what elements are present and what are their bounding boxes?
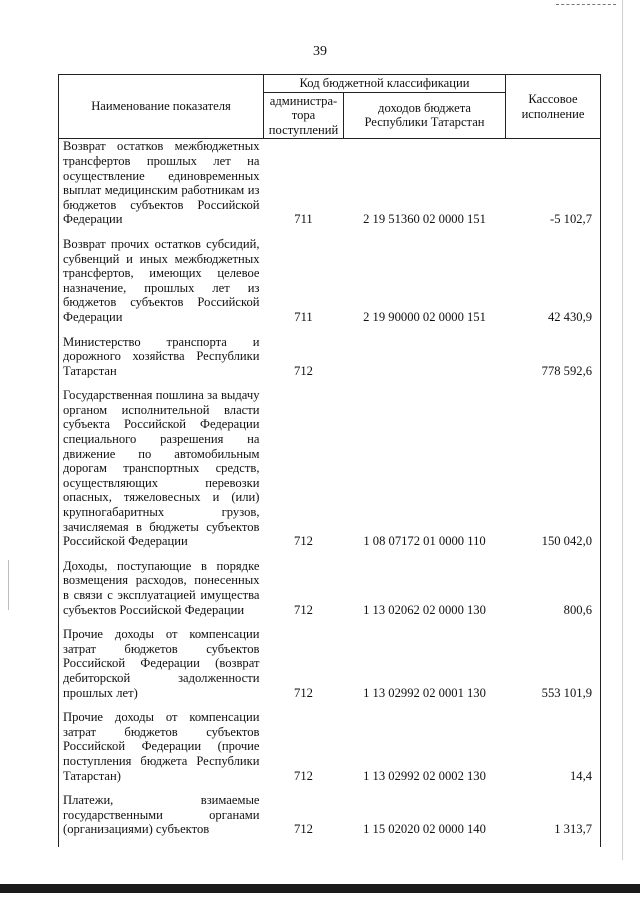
row-name: Возврат прочих остатков субсидий, субвенций и иных межбюджетных трансфертов, имеющих целевое назначение, прошлых лет из бюджетов субъектов Российской Федерации [59,237,264,335]
row-amount: 1 313,7 [506,793,601,847]
table-row [59,710,601,793]
table-row [59,237,601,335]
row-admin-code: 711 [294,212,313,227]
row-admin-code: 712 [294,768,313,783]
header-name: Наименование показателя [59,75,264,139]
row-admin-code: 712 [294,534,313,549]
header-administrator: администра-тора поступлений [264,92,344,139]
row-name: Министерство транспорта и дорожного хозяйства Республики Татарстан [59,335,264,389]
row-amount: -5 102,7 [506,139,601,237]
row-admin-code: 712 [294,685,313,700]
row-amount: 42 430,9 [506,237,601,335]
row-name: Платежи, взимаемые государственными органами (организациями) субъектов [59,793,264,847]
page-number: 39 [313,44,327,59]
row-amount: 800,6 [506,559,601,627]
table-body [59,139,601,847]
row-name: Возврат остатков межбюджетных трансфертов прошлых лет на осуществление единовременных выплат медицинским работникам из бюджетов субъектов Российской Федерации [59,139,264,237]
row-revenue-code: 2 19 90000 02 0000 151 [363,309,486,324]
row-name: Доходы, поступающие в порядке возмещения расходов, понесенных в связи с эксплуатацией имущества субъектов Российской Федерации [59,559,264,627]
header-revenue: доходов бюджета Республики Татарстан [344,92,506,139]
table-row [59,335,601,389]
table-row [59,559,601,627]
row-admin-code: 712 [294,363,313,378]
scan-edge-mark [8,560,9,610]
row-revenue-code: 2 19 51360 02 0000 151 [363,212,486,227]
table-header [59,75,601,139]
scan-artifact-dashes [556,4,616,6]
row-admin-code: 712 [294,822,313,837]
row-amount: 553 101,9 [506,627,601,710]
row-amount: 14,4 [506,710,601,793]
row-name: Прочие доходы от компенсации затрат бюджетов субъектов Российской Федерации (возврат дебиторской задолженности прошлых лет) [59,627,264,710]
row-revenue-code: 1 13 02992 02 0001 130 [363,685,486,700]
header-budget-classification-code: Код бюджетной классификации [264,75,506,93]
scan-bottom-border [0,884,640,893]
row-revenue-code: 1 08 07172 01 0000 110 [363,534,486,549]
table-row [59,388,601,559]
row-admin-code: 712 [294,602,313,617]
row-revenue-code [344,335,506,389]
row-amount: 778 592,6 [506,335,601,389]
row-revenue-code: 1 15 02020 02 0000 140 [363,822,486,837]
table-row [59,139,601,237]
table-row [59,793,601,847]
header-execution: Кассовое исполнение [506,75,601,139]
budget-revenue-table [58,74,601,847]
table-row [59,627,601,710]
row-revenue-code: 1 13 02062 02 0000 130 [363,602,486,617]
row-name: Государственная пошлина за выдачу органом исполнительной власти субъекта Российской Федерации специального разрешения на движение по автомобильным дорогам транспортных средств, осуществляющих перевозки опасных, тяжеловесных и (или) крупногабаритных грузов, зачисляемая в бюджеты субъектов Российской Федерации [59,388,264,559]
scan-edge-line [622,0,623,860]
row-amount: 150 042,0 [506,388,601,559]
row-revenue-code: 1 13 02992 02 0002 130 [363,768,486,783]
row-name: Прочие доходы от компенсации затрат бюджетов субъектов Российской Федерации (прочие поступления бюджета Республики Татарстан) [59,710,264,793]
row-admin-code: 711 [294,309,313,324]
